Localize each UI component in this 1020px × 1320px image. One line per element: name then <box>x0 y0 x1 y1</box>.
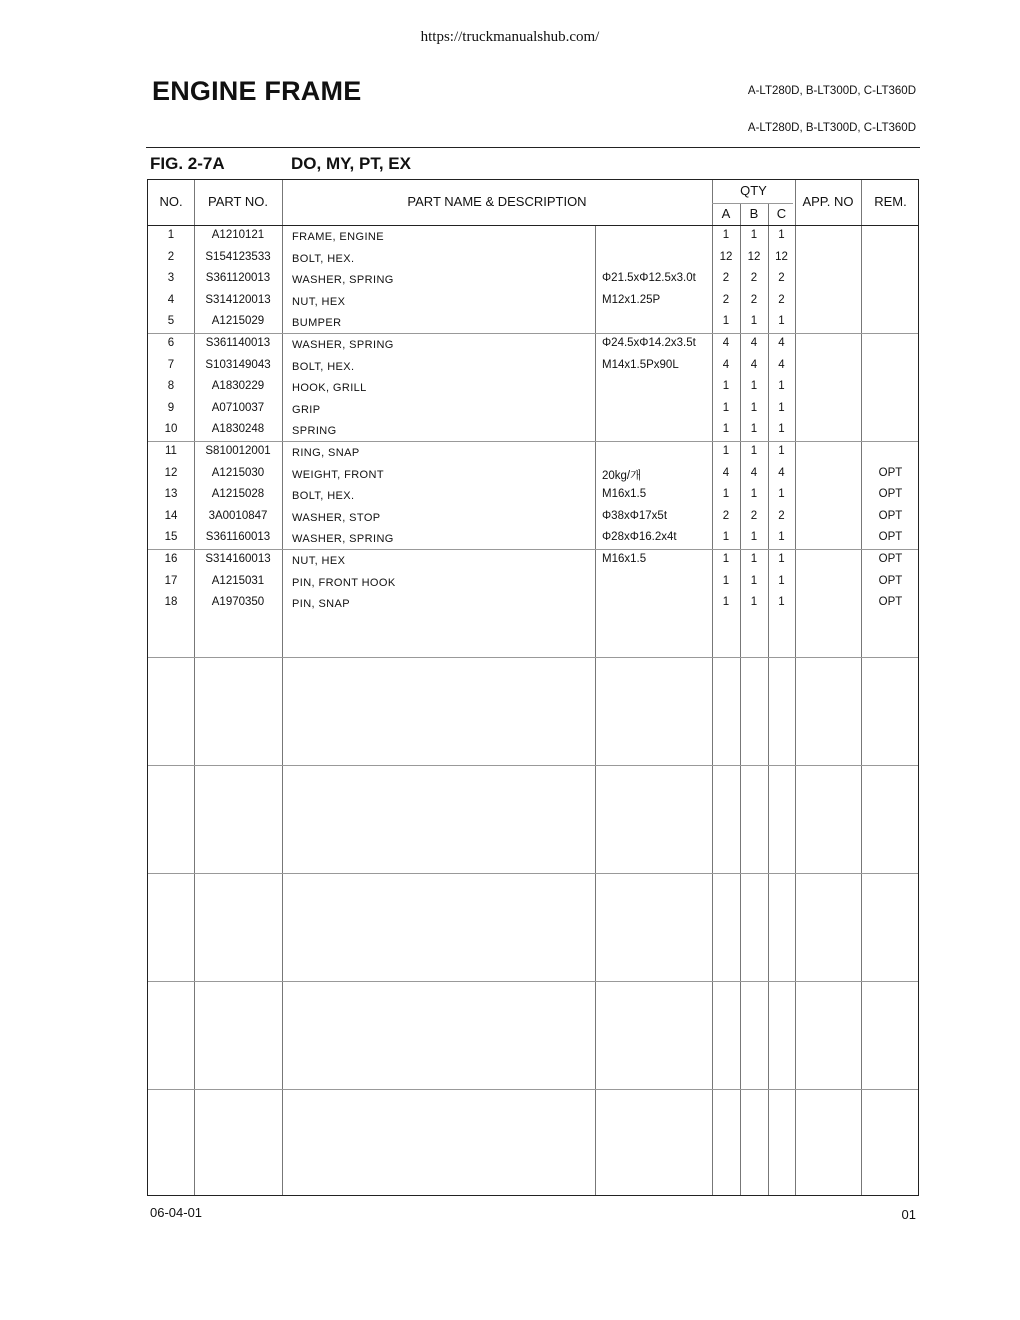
cell-c: 1 <box>778 488 785 501</box>
cell-part-no: A1970350 <box>211 596 265 609</box>
cell-part-no: A1215029 <box>211 315 265 328</box>
cell-name: BOLT, HEX. <box>292 252 355 265</box>
figure-region-codes: DO, MY, PT, EX <box>291 154 411 173</box>
table-row <box>148 486 920 508</box>
cell-rem: OPT <box>878 531 903 544</box>
cell-no: 8 <box>167 380 175 393</box>
cell-rem: OPT <box>878 509 903 522</box>
cell-name: WEIGHT, FRONT <box>292 468 384 481</box>
cell-name: WASHER, SPRING <box>292 274 394 287</box>
cell-name: PIN, FRONT HOOK <box>292 576 396 589</box>
model-list-top: A-LT280D, B-LT300D, C-LT360D <box>747 85 916 97</box>
cell-a: 1 <box>722 531 730 544</box>
header-rem: REM. <box>874 194 907 209</box>
table-row <box>148 573 920 595</box>
cell-no: 13 <box>164 488 178 501</box>
cell-spec: M16x1.5 <box>602 488 647 501</box>
cell-name: WASHER, STOP <box>292 511 381 524</box>
table-row <box>148 292 920 314</box>
cell-part-no: A1830229 <box>211 380 265 393</box>
cell-b: 1 <box>750 553 758 565</box>
cell-name: FRAME, ENGINE <box>292 231 384 243</box>
cell-b: 1 <box>750 531 758 544</box>
cell-no: 9 <box>167 401 175 414</box>
cell-a: 2 <box>722 509 730 522</box>
header-rule <box>146 147 920 148</box>
cell-a: 1 <box>722 380 730 393</box>
cell-no: 17 <box>164 574 178 587</box>
table-row <box>148 508 920 530</box>
source-url: https://truckmanualshub.com/ <box>420 29 600 45</box>
cell-rem: OPT <box>878 553 903 565</box>
cell-a: 1 <box>722 596 730 609</box>
cell-name: HOOK, GRILL <box>292 382 367 395</box>
table-row <box>148 378 920 400</box>
cell-no: 16 <box>164 553 178 565</box>
cell-c: 4 <box>778 358 785 371</box>
cell-a: 1 <box>722 401 730 414</box>
cell-part-no: S314160013 <box>205 553 271 565</box>
figure-label: FIG. 2-7A <box>150 154 225 173</box>
table-row <box>148 551 920 573</box>
cell-c: 2 <box>778 272 785 285</box>
cell-name: WASHER, SPRING <box>292 533 394 546</box>
cell-no: 12 <box>164 466 178 479</box>
header-qty-a: A <box>721 206 731 221</box>
cell-part-no: S103149043 <box>205 358 271 371</box>
cell-name: NUT, HEX <box>292 555 346 567</box>
table-row <box>148 443 920 465</box>
cell-name: GRIP <box>292 403 321 416</box>
cell-a: 4 <box>722 337 730 349</box>
cell-b: 1 <box>750 596 758 609</box>
cell-part-no: A1830248 <box>211 423 265 436</box>
cell-no: 10 <box>164 423 178 436</box>
cell-no: 7 <box>167 358 175 371</box>
table-row <box>148 529 920 551</box>
model-list-bottom: A-LT280D, B-LT300D, C-LT360D <box>747 122 916 134</box>
qty-sub-rule <box>712 203 793 204</box>
cell-c: 1 <box>778 380 785 393</box>
cell-part-no: A1215028 <box>211 488 265 501</box>
cell-rem: OPT <box>878 488 903 501</box>
header-app-no: APP. NO <box>802 194 854 209</box>
cell-c: 1 <box>778 574 785 587</box>
cell-name: BOLT, HEX. <box>292 490 355 503</box>
cell-part-no: A0710037 <box>211 401 265 414</box>
page-number: 01 <box>901 1207 916 1222</box>
cell-part-no: A1215031 <box>211 574 265 587</box>
header-bottom-rule <box>148 225 918 226</box>
cell-b: 1 <box>750 488 758 501</box>
cell-a: 1 <box>722 574 730 587</box>
cell-no: 18 <box>164 596 178 609</box>
cell-no: 4 <box>167 293 175 306</box>
cell-no: 11 <box>165 445 177 457</box>
cell-b: 1 <box>750 380 758 393</box>
cell-c: 1 <box>778 596 785 609</box>
cell-b: 4 <box>750 337 758 349</box>
cell-part-no: S810012001 <box>205 445 271 457</box>
cell-a: 1 <box>722 445 730 457</box>
cell-name: SPRING <box>292 425 337 438</box>
cell-b: 2 <box>750 509 758 522</box>
cell-a: 1 <box>722 488 730 501</box>
group-rule <box>148 1089 918 1090</box>
header-part-name: PART NAME & DESCRIPTION <box>407 194 587 209</box>
page-title: ENGINE FRAME <box>152 76 362 106</box>
cell-spec: Φ21.5xΦ12.5x3.0t <box>602 272 696 285</box>
cell-b: 12 <box>747 250 761 263</box>
table-row <box>148 465 920 487</box>
cell-b: 1 <box>750 423 758 436</box>
group-rule <box>148 981 918 982</box>
cell-a: 4 <box>722 466 730 479</box>
header-qty: QTY <box>740 183 767 198</box>
cell-a: 2 <box>722 293 730 306</box>
cell-a: 1 <box>722 553 730 565</box>
cell-a: 12 <box>719 250 733 263</box>
table-row <box>148 249 920 271</box>
cell-part-no: 3A0010847 <box>208 509 268 522</box>
cell-spec: Φ24.5xΦ14.2x3.5t <box>602 337 696 349</box>
group-rule <box>148 873 918 874</box>
cell-spec: M14x1.5Px90L <box>602 358 679 371</box>
cell-c: 1 <box>778 531 785 544</box>
header-qty-c: C <box>776 206 787 221</box>
cell-spec: 20kg/개 <box>602 469 642 482</box>
cell-b: 1 <box>750 229 758 241</box>
table-row <box>148 313 920 335</box>
table-row <box>148 357 920 379</box>
cell-c: 12 <box>775 250 788 263</box>
table-row <box>148 270 920 292</box>
cell-name: PIN, SNAP <box>292 598 351 611</box>
cell-name: BUMPER <box>292 317 342 330</box>
cell-part-no: A1215030 <box>211 466 265 479</box>
cell-c: 1 <box>778 315 785 328</box>
cell-a: 2 <box>722 272 730 285</box>
cell-name: BOLT, HEX. <box>292 360 355 373</box>
cell-part-no: A1210121 <box>211 229 265 241</box>
cell-c: 1 <box>778 423 785 436</box>
cell-b: 1 <box>750 574 758 587</box>
cell-spec: Φ28xΦ16.2x4t <box>602 531 677 544</box>
cell-part-no: S361140013 <box>205 337 271 349</box>
cell-spec: M12x1.25P <box>602 293 661 306</box>
cell-rem: OPT <box>878 574 903 587</box>
cell-c: 1 <box>778 445 785 457</box>
cell-no: 3 <box>167 272 175 285</box>
cell-c: 1 <box>778 553 785 565</box>
cell-no: 2 <box>167 250 175 263</box>
cell-c: 4 <box>778 466 785 479</box>
cell-a: 4 <box>722 358 730 371</box>
cell-a: 1 <box>722 229 730 241</box>
cell-b: 4 <box>750 466 758 479</box>
cell-spec: Φ38xΦ17x5t <box>602 509 668 522</box>
cell-b: 1 <box>750 445 758 457</box>
table-row <box>148 335 920 357</box>
cell-part-no: S361160013 <box>205 531 271 544</box>
table-row <box>148 227 920 249</box>
cell-c: 4 <box>778 337 785 349</box>
cell-name: NUT, HEX <box>292 295 346 308</box>
group-rule <box>148 657 918 658</box>
cell-part-no: S361120013 <box>205 272 271 285</box>
cell-c: 2 <box>778 293 785 306</box>
cell-b: 2 <box>750 293 758 306</box>
parts-table <box>147 179 919 1196</box>
cell-rem: OPT <box>878 596 903 609</box>
group-rule <box>148 765 918 766</box>
cell-a: 1 <box>722 423 730 436</box>
cell-no: 6 <box>167 337 175 349</box>
table-row <box>148 421 920 443</box>
cell-b: 4 <box>750 358 758 371</box>
table-row <box>148 594 920 616</box>
cell-no: 5 <box>167 315 175 328</box>
header-qty-b: B <box>749 206 759 221</box>
cell-name: RING, SNAP <box>292 447 360 459</box>
cell-b: 1 <box>750 315 758 328</box>
table-row <box>148 400 920 422</box>
cell-c: 1 <box>778 401 785 414</box>
cell-a: 1 <box>722 315 730 328</box>
cell-b: 2 <box>750 272 758 285</box>
header-no: NO. <box>159 194 183 209</box>
cell-c: 1 <box>778 229 785 241</box>
cell-part-no: S314120013 <box>205 293 271 306</box>
cell-no: 15 <box>164 531 178 544</box>
cell-name: WASHER, SPRING <box>292 339 394 351</box>
cell-no: 14 <box>164 509 178 522</box>
cell-rem: OPT <box>878 466 903 479</box>
cell-spec: M16x1.5 <box>602 553 647 565</box>
header-part-no: PART NO. <box>208 194 268 209</box>
revision-date: 06-04-01 <box>150 1205 203 1220</box>
cell-b: 1 <box>750 401 758 414</box>
cell-part-no: S154123533 <box>205 250 271 263</box>
cell-no: 1 <box>167 229 175 241</box>
cell-c: 2 <box>778 509 785 522</box>
